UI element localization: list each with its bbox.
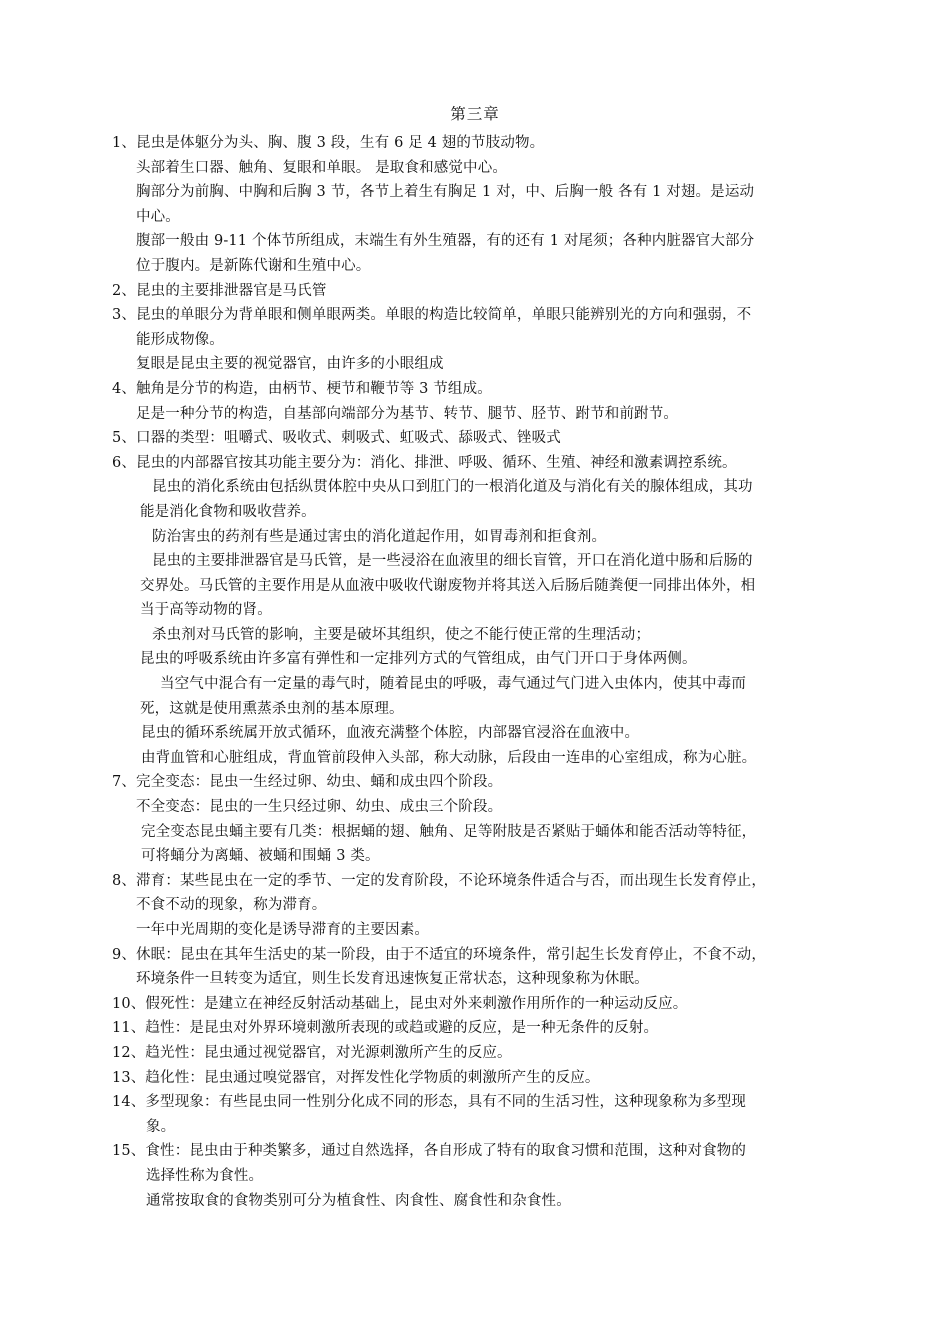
text-line: 中心。 [136,208,180,225]
text-line: 6、昆虫的内部器官按其功能主要分为：消化、排泄、呼吸、循环、生殖、神经和激素调控系统。 [112,454,737,471]
text-line: 可将蛹分为离蛹、被蛹和围蛹 3 类。 [141,848,380,865]
text-line: 能形成物像。 [136,331,224,348]
text-line: 13、趋化性：昆虫通过嗅觉器官，对挥发性化学物质的刺激所产生的反应。 [112,1069,600,1086]
text-line: 死，这就是使用熏蒸杀虫剂的基本原理。 [140,700,404,717]
text-line: 胸部分为前胸、中胸和后胸 3 节，各节上着生有胸足 1 对，中、后胸一般 各有 1 对翅。是运动 [136,184,755,201]
text-line: 1、昆虫是体躯分为头、胸、腹 3 段，生有 6 足 4 翅的节肢动物。 [112,135,545,151]
text-line: 4、触角是分节的构造，由柄节、梗节和鞭节等 3 节组成。 [112,380,492,397]
text-line: 象。 [146,1118,176,1135]
text-line: 通常按取食的食物类别可分为植食性、肉食性、腐食性和杂食性。 [146,1192,571,1209]
text-line: 不全变态：昆虫的一生只经过卵、幼虫、成虫三个阶段。 [136,799,503,816]
text-line: 足是一种分节的构造，自基部向端部分为基节、转节、腿节、胫节、跗节和前跗节。 [136,405,679,422]
text-line: 当空气中混合有一定量的毒气时，随着昆虫的呼吸，毒气通过气门进入虫体内，使其中毒而 [160,676,746,693]
text-line: 杀虫剂对马氏管的影响，主要是破坏其组织，使之不能行使正常的生理活动； [152,626,651,643]
text-line: 8、滞育：某些昆虫在一定的季节、一定的发育阶段，不论环境条件适合与否，而出现生长发育停止， [112,872,766,889]
text-line: 昆虫的循环系统属开放式循环，血液充满整个体腔，内部器官浸浴在血液中。 [141,725,640,742]
text-line: 11、趋性：是昆虫对外界环境刺激所表现的或趋或避的反应，是一种无条件的反射。 [112,1020,659,1037]
text-line: 5、口器的类型：咀嚼式、吸收式、刺吸式、虹吸式、舔吸式、锉吸式 [112,430,561,447]
text-line: 昆虫的主要排泄器官是马氏管，是一些浸浴在血液里的细长盲管，开口在消化道中肠和后肠的 [152,553,753,570]
document-body [112,131,840,1213]
text-line: 腹部一般由 9-11 个体节所组成，末端生有外生殖器，有的还有 1 对尾须；各种内脏器官大部分 [136,233,755,250]
text-line: 防治害虫的药剂有些是通过害虫的消化道起作用，如胃毒剂和拒食剂。 [152,528,607,545]
text-line: 3、昆虫的单眼分为背单眼和侧单眼两类。单眼的构造比较简单，单眼只能辨别光的方向和强弱，不 [112,307,752,324]
chapter-title: 第三章 [450,105,500,123]
text-line: 一年中光周期的变化是诱导滞育的主要因素。 [136,922,429,938]
text-line: 位于腹内。是新陈代谢和生殖中心。 [136,257,371,274]
text-line: 2、昆虫的主要排泄器官是马氏管 [112,282,327,299]
text-line: 昆虫的消化系统由包括纵贯体腔中央从口到肛门的一根消化道及与消化有关的腺体组成，其功 [152,479,753,496]
text-line: 14、多型现象：有些昆虫同一性别分化成不同的形态，具有不同的生活习性，这种现象称为多型现 [112,1094,747,1111]
text-line: 交界处。马氏管的主要作用是从血液中吸收代谢废物并将其送入后肠后随粪便一同排出体外，相 [140,577,756,594]
text-line: 12、趋光性：昆虫通过视觉器官，对光源刺激所产生的反应。 [112,1044,512,1061]
text-line: 完全变态昆虫蛹主要有几类：根据蛹的翅、触角、足等附肢是否紧贴于蛹体和能否活动等特征， [141,823,757,840]
text-line: 头部着生口器、触角、复眼和单眼。 是取食和感觉中心。 [136,159,508,176]
text-line: 10、假死性：是建立在神经反射活动基础上，昆虫对外来刺激作用所作的一种运动反应。 [112,995,688,1012]
text-line: 7、完全变态：昆虫一生经过卵、幼虫、蛹和成虫四个阶段。 [112,774,503,791]
text-line: 环境条件一旦转变为适宜，则生长发育迅速恢复正常状态，这种现象称为休眠。 [136,971,649,988]
text-line: 由背血管和心脏组成，背血管前段伸入头部，称大动脉，后段由一连串的心室组成，称为心脏。 [141,749,757,766]
text-line: 9、休眠：昆虫在其年生活史的某一阶段，由于不适宜的环境条件，常引起生长发育停止，不食不动， [112,946,766,963]
text-line: 昆虫的呼吸系统由许多富有弹性和一定排列方式的气管组成，由气门开口于身体两侧。 [140,651,697,668]
text-line: 能是消化食物和吸收营养。 [140,503,316,520]
text-line: 复眼是昆虫主要的视觉器官，由许多的小眼组成 [136,356,444,373]
text-line: 不食不动的现象，称为滞育。 [136,897,327,914]
text-line: 15、食性：昆虫由于种类繁多，通过自然选择，各自形成了特有的取食习惯和范围，这种对食物的 [112,1143,747,1160]
text-line: 当于高等动物的肾。 [140,602,272,619]
text-line: 选择性称为食性。 [146,1167,264,1184]
